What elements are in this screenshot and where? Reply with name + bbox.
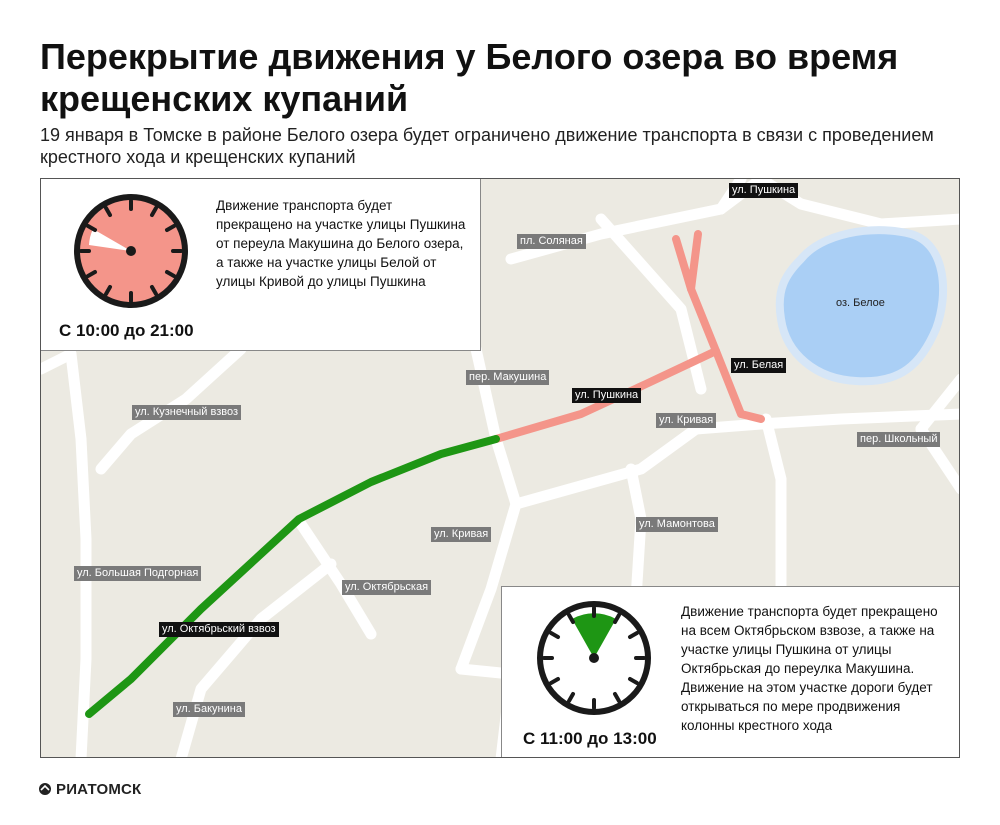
clock-icon <box>71 191 191 311</box>
panel-short-description: Движение транспорта будет прекращено на всем Октябрьском взвозе, а также на участке улицы Пушкина от улицы Октябрьская до переулка Макушина. Движение на этом участке дороги будет открываться по мере продвижения колонны крестного хода <box>681 604 938 733</box>
street-label-solyanaya: пл. Соляная <box>517 234 586 249</box>
clock-center <box>126 246 136 256</box>
panel-short-time: С 11:00 до 13:00 <box>523 729 657 748</box>
clock-icon <box>534 598 654 718</box>
ria-logo-icon <box>38 782 52 796</box>
ria-logo-text: РИАТОМСК <box>56 780 142 798</box>
street-label-oktyabrsky-vzvoz: ул. Октябрьский взвоз <box>159 622 279 637</box>
page-subtitle: 19 января в Томске в районе Белого озера будет ограничено движение транспорта в связи с проведением крестного хода и крещенских купаний <box>40 125 934 167</box>
street-label-krivaya-low: ул. Кривая <box>431 527 491 542</box>
street-label-pushkina-top: ул. Пушкина <box>729 183 798 198</box>
info-panel-long-closure <box>40 178 481 351</box>
map <box>40 178 960 758</box>
street-label-oktyabrskaya: ул. Октябрьская <box>342 580 431 595</box>
ria-logo <box>38 779 141 799</box>
street-label-krivaya-right: ул. Кривая <box>656 413 716 428</box>
panel-long-description: Движение транспорта будет прекращено на участке улицы Пушкина от переула Макушина до Белого озера, а также на участке улицы Белой от улицы Кривой до улицы Пушкина <box>216 198 466 289</box>
street-label-pushkina-mid: ул. Пушкина <box>572 388 641 403</box>
clock-center <box>589 653 599 663</box>
street-label-mamontova: ул. Мамонтова <box>636 517 718 532</box>
street-label-shkolny: пер. Школьный <box>857 432 940 447</box>
street-label-bolshaya-podgornaya: ул. Большая Подгорная <box>74 566 201 581</box>
page-title: Перекрытие движения у Белого озера во время крещенских купаний <box>40 36 899 119</box>
street-label-bakunina: ул. Бакунина <box>173 702 245 717</box>
lake-label: оз. Белое <box>836 297 885 309</box>
panel-long-time: С 10:00 до 21:00 <box>59 321 194 340</box>
street-label-makushina: пер. Макушина <box>466 370 549 385</box>
street-label-belaya: ул. Белая <box>731 358 786 373</box>
street-label-kuznechny: ул. Кузнечный взвоз <box>132 405 241 420</box>
info-panel-short-closure <box>501 586 960 758</box>
